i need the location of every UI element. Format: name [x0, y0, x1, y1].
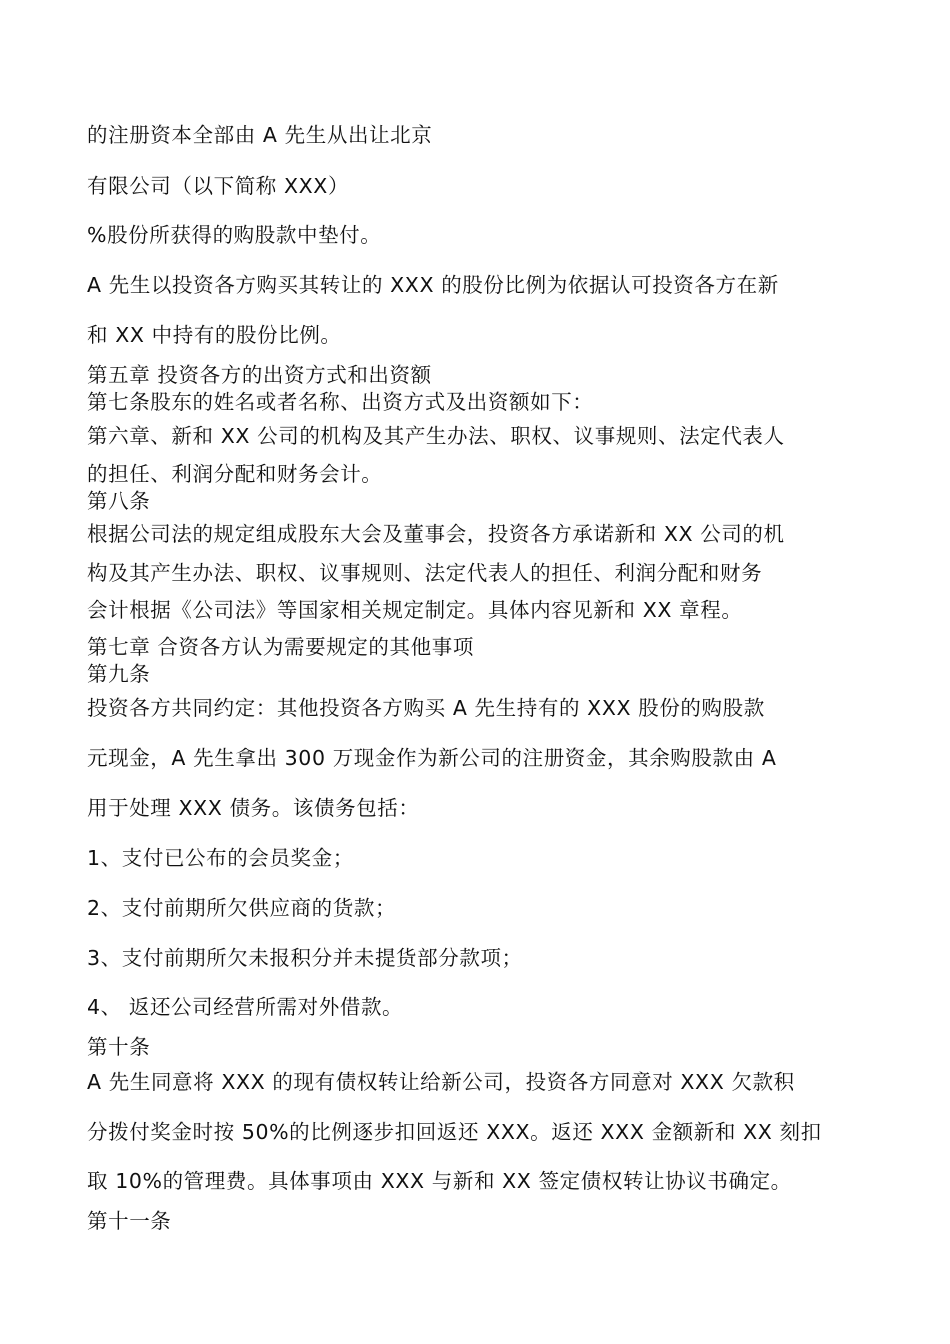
chapter-heading: 第七章 合资各方认为需要规定的其他事项	[87, 635, 474, 659]
chapter-heading: 第六章、新和 XX 公司的机构及其产生办法、职权、议事规则、法定代表人	[87, 424, 785, 448]
text-line: 会计根据《公司法》等国家相关规定制定。具体内容见新和 XX 章程。	[87, 598, 743, 622]
article-heading: 第十条	[87, 1035, 151, 1059]
text-line: 根据公司法的规定组成股东大会及董事会，投资各方承诺新和 XX 公司的机	[87, 522, 785, 546]
article-heading: 第九条	[87, 662, 151, 686]
text-line: 和 XX 中持有的股份比例。	[87, 323, 342, 347]
article-heading: 第七条股东的姓名或者名称、出资方式及出资额如下：	[87, 390, 594, 414]
article-heading: 第八条	[87, 489, 151, 513]
text-line: 分拨付奖金时按 50%的比例逐步扣回返还 XXX。返还 XXX 金额新和 XX 刻扣	[87, 1120, 822, 1144]
list-item: 4、 返还公司经营所需对外借款。	[87, 995, 404, 1019]
text-line: 的担任、利润分配和财务会计。	[87, 462, 383, 486]
list-item: 2、支付前期所欠供应商的货款；	[87, 896, 397, 920]
list-item: 3、支付前期所欠未报积分并未提货部分款项；	[87, 946, 523, 970]
article-heading: 第十一条	[87, 1209, 172, 1233]
chapter-heading: 第五章 投资各方的出资方式和出资额	[87, 363, 432, 387]
text-line: 元现金，A 先生拿出 300 万现金作为新公司的注册资金，其余购股款由 A	[87, 746, 777, 770]
text-line: A 先生同意将 XXX 的现有债权转让给新公司，投资各方同意对 XXX 欠款积	[87, 1070, 795, 1094]
text-line: 的注册资本全部由 A 先生从出让北京	[87, 123, 433, 147]
text-line: 用于处理 XXX 债务。该债务包括：	[87, 796, 420, 820]
text-line: 投资各方共同约定：其他投资各方购买 A 先生持有的 XXX 股份的购股款	[87, 696, 765, 720]
text-line: A 先生以投资各方购买其转让的 XXX 的股份比例为依据认可投资各方在新	[87, 273, 779, 297]
text-line: 构及其产生办法、职权、议事规则、法定代表人的担任、利润分配和财务	[87, 561, 763, 585]
text-line: 有限公司（以下简称 XXX）	[87, 174, 350, 198]
text-line: %股份所获得的购股款中垫付。	[87, 223, 382, 247]
list-item: 1、支付已公布的会员奖金；	[87, 846, 354, 870]
text-line: 取 10%的管理费。具体事项由 XXX 与新和 XX 签定债权转让协议书确定。	[87, 1169, 792, 1193]
